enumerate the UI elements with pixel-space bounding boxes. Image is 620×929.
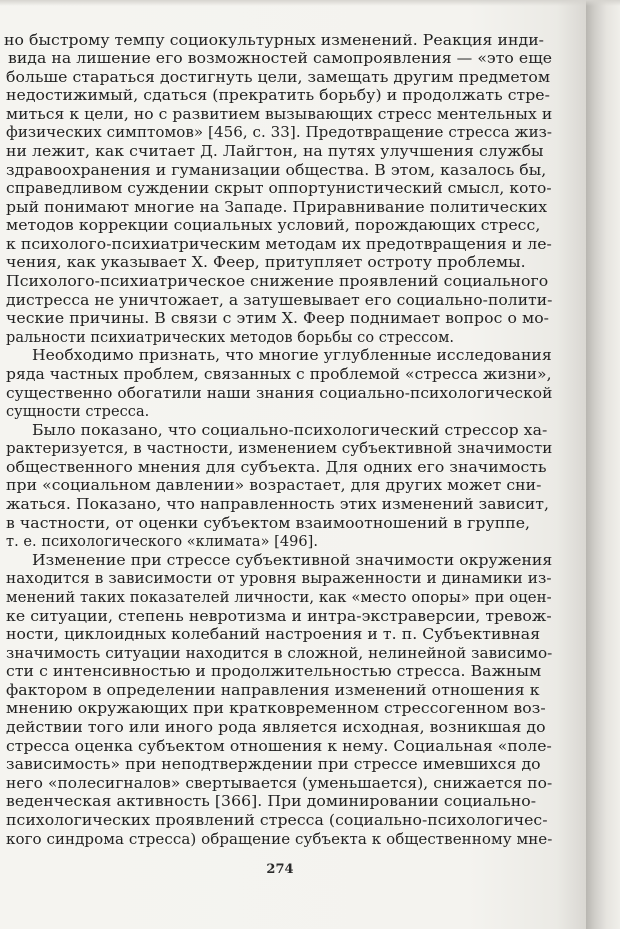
text-line-29: Изменение при стрессе субъективной значимости окружения	[32, 552, 553, 569]
text-line-9: справедливом суждении скрыт оппортунистический смысл, кото-	[6, 181, 552, 198]
text-line-18: Необходимо признать, что многие углубленные исследования	[32, 348, 552, 365]
text-line-42: веденческая активность [366]. При доминировании социально-	[6, 794, 537, 811]
text-line-37: мнению окружающих при кратковременном стрессогенном воз-	[6, 701, 546, 718]
text-line-17: ральности психиатрических методов борьбы со стрессом.	[6, 329, 455, 346]
text-line-39: стресса оценка субъектом отношения к нему. Социальная «поле-	[6, 738, 552, 755]
text-line-43: психологических проявлений стресса (социально-психологичес-	[6, 812, 548, 829]
text-line-16: ческие причины. В связи с этим Х. Феер поднимает вопрос о мо-	[6, 311, 550, 328]
text-line-35: сти с интенсивностью и продолжительностью стресса. Важным	[6, 664, 542, 681]
text-line-20: существенно обогатили наши знания социально-психологической	[6, 385, 553, 402]
page-number: 274	[266, 862, 294, 877]
text-line-33: ности, циклоидных колебаний настроения и т. п. Субъективная	[6, 627, 541, 644]
text-line-22: Было показано, что социально-психологический стрессор ха-	[32, 422, 548, 439]
text-line-5: миться к цели, но с развитием вызывающих стресс ментельных и	[6, 106, 553, 123]
text-line-26: жаться. Показано, что направленность этих изменений зависит,	[6, 497, 550, 514]
text-line-19: ряда частных проблем, связанных с проблемой «стресса жизни»,	[6, 366, 552, 383]
text-line-2: вида на лишение его возможностей самопроявления — «это еще	[8, 51, 553, 68]
text-line-32: ке ситуации, степень невротизма и интра-экстраверсии, тревож-	[6, 608, 552, 625]
text-line-14: Психолого-психиатрическое снижение проявлений социального	[6, 274, 549, 291]
text-line-8: здравоохранения и гуманизации общества. В этом, казалось бы,	[6, 162, 547, 179]
text-line-15: дистресса не уничтожает, а затушевывает его социально-полити-	[6, 292, 553, 309]
text-line-34: значимость ситуации находится в сложной, нелинейной зависимо-	[6, 645, 553, 662]
text-line-1: но быстрому темпу социокультурных изменений. Реакция инди-	[4, 32, 545, 49]
page-edge-shadow	[586, 0, 620, 929]
text-line-27: в частности, от оценки субъектом взаимоотношений в группе,	[6, 515, 531, 532]
text-line-13: чения, как указывает Х. Феер, притупляет остроту проблемы.	[6, 255, 526, 272]
text-line-25: при «социальном давлении» возрастает, для других может сни-	[6, 478, 542, 495]
text-line-3: больше стараться достигнуть цели, замещать другим предметом	[6, 69, 551, 86]
text-line-40: зависимость» при неподтверждении при стрессе имевшихся до	[6, 757, 541, 774]
top-edge-shadow	[0, 0, 620, 6]
text-line-41: него «полесигналов» свертывается (уменьшается), снижается по-	[6, 775, 553, 792]
text-line-7: ни лежит, как считает Д. Лайгтон, на путях улучшения службы	[6, 143, 544, 160]
text-line-30: находится в зависимости от уровня выраженности и динамики из-	[6, 571, 552, 588]
text-line-4: недостижимый, сдаться (прекратить борьбу) и продолжать стре-	[6, 88, 550, 105]
text-line-31: менений таких показателей личности, как «место опоры» при оцен-	[6, 589, 552, 606]
text-line-36: фактором в определении направления изменений отношения к	[6, 682, 540, 699]
text-line-44: кого синдрома стресса) обращение субъекта к общественному мне-	[6, 831, 553, 848]
text-line-11: методов коррекции социальных условий, порождающих стресс,	[6, 218, 541, 235]
text-line-24: общественного мнения для субъекта. Для одних его значимость	[6, 459, 547, 476]
text-line-23: рактеризуется, в частности, изменением субъективной значимости	[6, 441, 553, 458]
text-line-10: рый понимают многие на Западе. Приравнивание политических	[6, 199, 548, 216]
text-line-28: т. е. психологического «климата» [496].	[6, 534, 319, 551]
text-line-12: к психолого-психиатрическим методам их предотвращения и ле-	[6, 236, 552, 253]
text-line-38: действии того или иного рода является исходная, возникшая до	[6, 720, 546, 736]
text-line-6: физических симптомов» [456, с. 33]. Предотвращение стресса жиз-	[6, 125, 553, 142]
text-line-21: сущности стресса.	[6, 404, 150, 421]
